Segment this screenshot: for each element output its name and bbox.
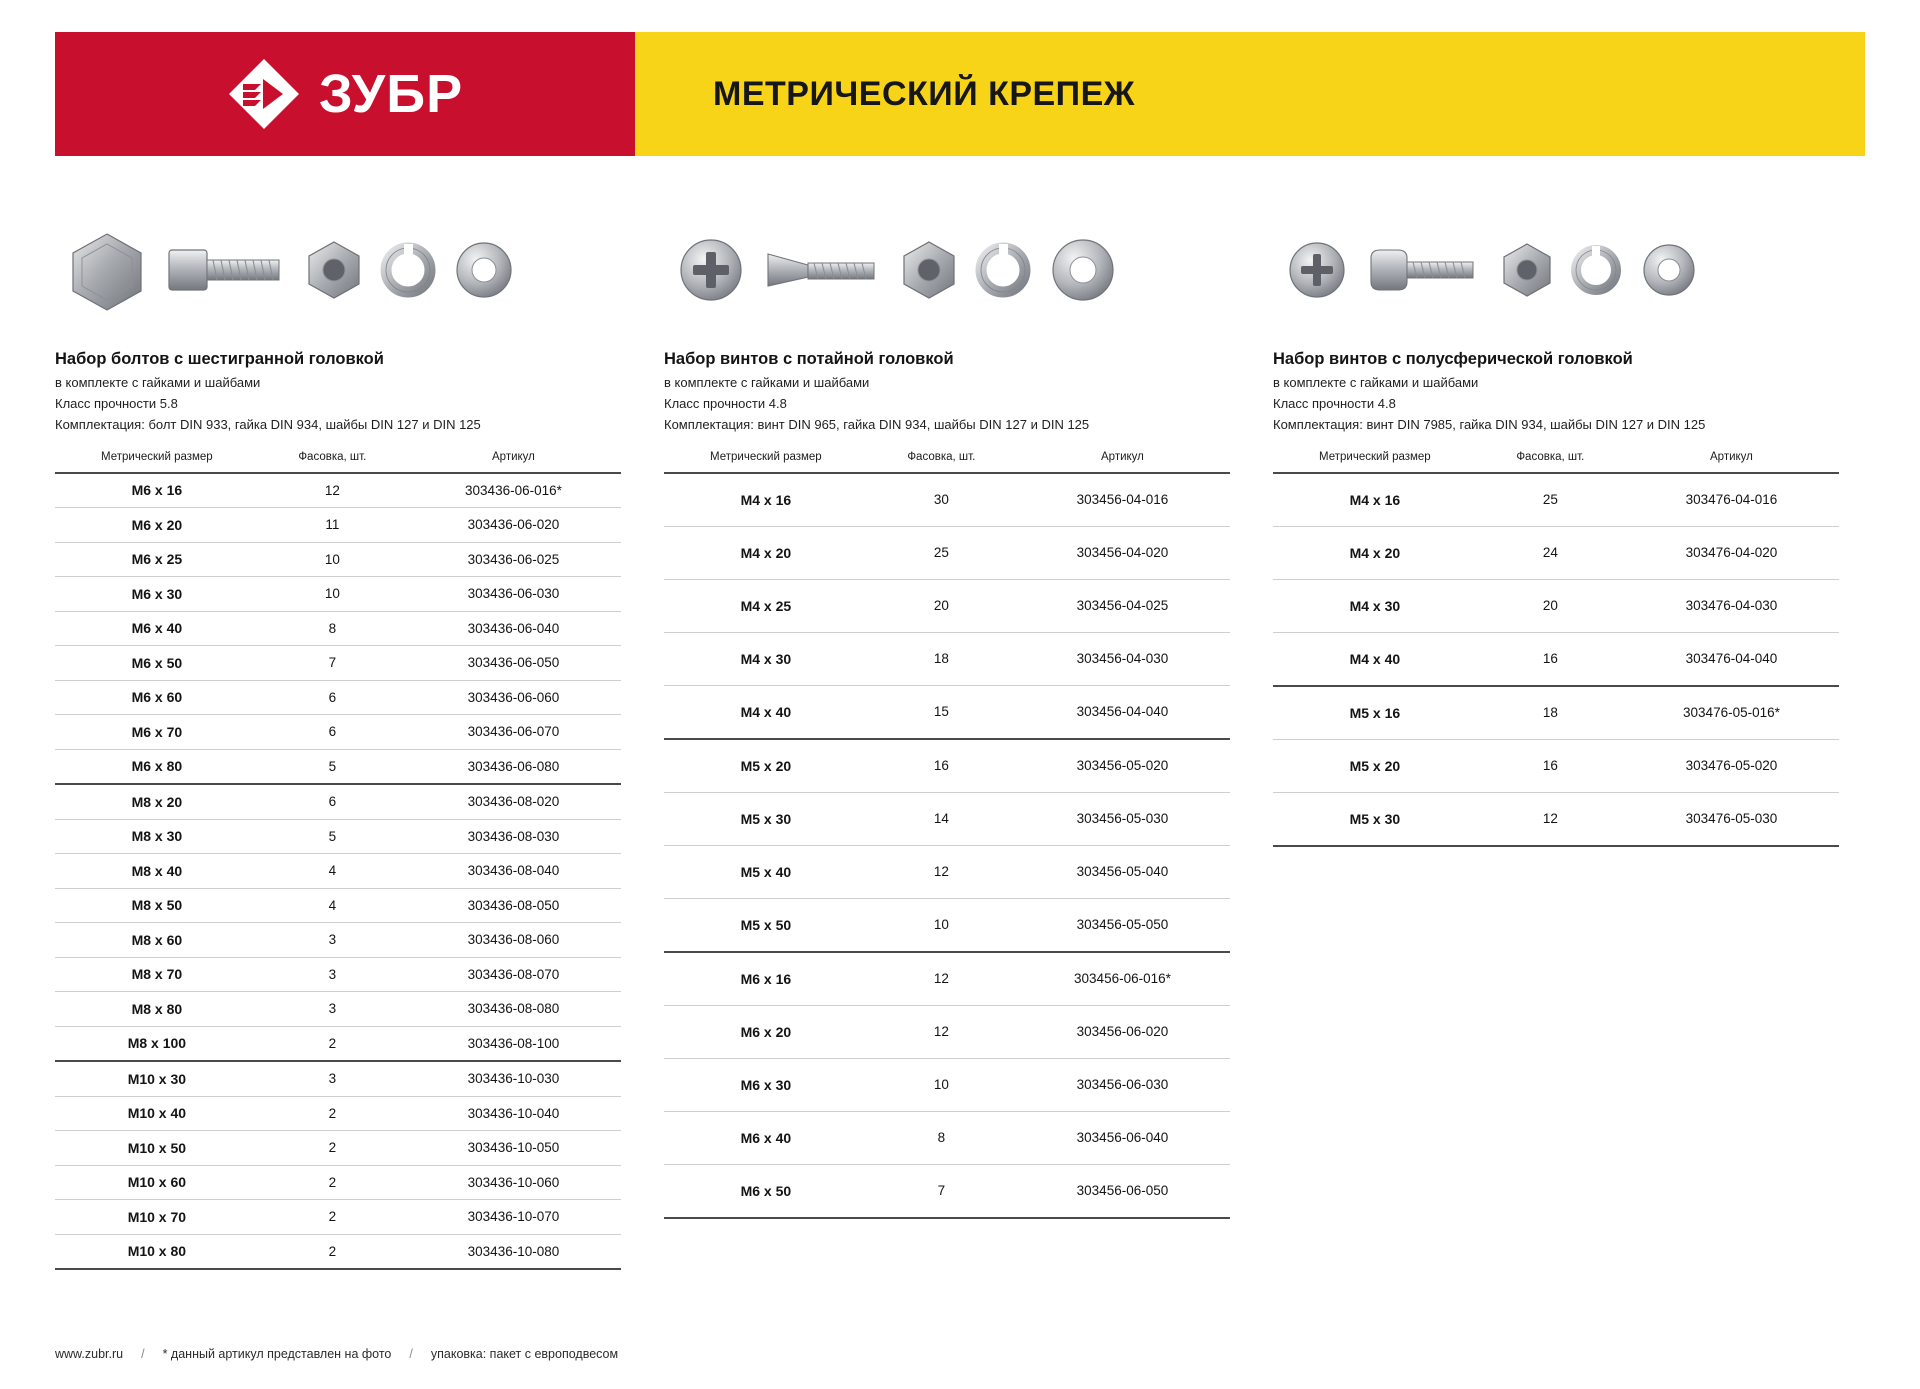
cell-article: 303456-05-050 bbox=[1015, 898, 1230, 952]
product-table-countersunk-screws bbox=[664, 451, 1230, 1219]
cell-article: 303456-06-020 bbox=[1015, 1005, 1230, 1058]
cell-article: 303436-10-070 bbox=[406, 1200, 621, 1235]
cell-qty: 10 bbox=[259, 577, 406, 612]
cell-article: 303476-05-016* bbox=[1624, 686, 1839, 740]
hex-nut-icon bbox=[297, 220, 371, 316]
table-row bbox=[55, 1131, 621, 1166]
zubr-arrow-logo-icon bbox=[227, 57, 301, 131]
column-header-qty: Фасовка, шт. bbox=[868, 451, 1015, 473]
cell-article: 303436-08-030 bbox=[406, 819, 621, 854]
cell-qty: 15 bbox=[868, 685, 1015, 739]
page-title-block bbox=[635, 32, 1865, 156]
column-header-article: Артикул bbox=[406, 451, 621, 473]
table-row bbox=[1273, 632, 1839, 686]
cell-article: 303456-04-020 bbox=[1015, 526, 1230, 579]
cell-size: M4 x 16 bbox=[664, 473, 868, 527]
cell-size: M8 x 30 bbox=[55, 819, 259, 854]
cell-qty: 6 bbox=[259, 784, 406, 819]
cell-size: M8 x 80 bbox=[55, 992, 259, 1027]
table-row bbox=[664, 632, 1230, 685]
table-header-row bbox=[55, 451, 621, 473]
cell-article: 303456-04-040 bbox=[1015, 685, 1230, 739]
cell-size: M6 x 70 bbox=[55, 715, 259, 750]
product-column-countersunk-screws bbox=[664, 194, 1230, 1270]
cell-article: 303436-08-050 bbox=[406, 888, 621, 923]
cell-size: M10 x 60 bbox=[55, 1165, 259, 1200]
hardware-illustrations bbox=[55, 194, 621, 316]
cell-qty: 12 bbox=[868, 845, 1015, 898]
flat-washer-icon bbox=[1631, 220, 1707, 316]
footer-separator-2: / bbox=[409, 1347, 413, 1361]
cell-size: M6 x 20 bbox=[664, 1005, 868, 1058]
cell-qty: 2 bbox=[259, 1096, 406, 1131]
column-header-qty: Фасовка, шт. bbox=[259, 451, 406, 473]
table-row bbox=[55, 542, 621, 577]
table-row bbox=[664, 1058, 1230, 1111]
column-heading: Набор винтов с потайной головкой bbox=[664, 350, 954, 368]
cell-qty: 16 bbox=[1477, 632, 1624, 686]
table-row bbox=[55, 680, 621, 715]
cell-size: M4 x 30 bbox=[1273, 579, 1477, 632]
column-subline-3: Комплектация: винт DIN 7985, гайка DIN 934, шайбы DIN 127 и DIN 125 bbox=[1273, 416, 1706, 432]
cell-qty: 6 bbox=[259, 680, 406, 715]
table-row bbox=[664, 1005, 1230, 1058]
pan-head-screw-head-icon bbox=[1277, 220, 1357, 316]
table-row bbox=[664, 845, 1230, 898]
cell-article: 303436-08-040 bbox=[406, 854, 621, 889]
column-header-size: Метрический размер bbox=[1273, 451, 1477, 473]
cell-article: 303436-10-060 bbox=[406, 1165, 621, 1200]
spring-washer-icon bbox=[972, 220, 1034, 316]
hardware-illustrations bbox=[1273, 194, 1839, 316]
column-header-size: Метрический размер bbox=[664, 451, 868, 473]
cell-size: M6 x 50 bbox=[55, 646, 259, 681]
column-subline-2: Класс прочности 5.8 bbox=[55, 395, 178, 411]
table-row bbox=[1273, 526, 1839, 579]
cell-article: 303436-08-070 bbox=[406, 957, 621, 992]
cell-size: M8 x 40 bbox=[55, 854, 259, 889]
cell-size: M4 x 16 bbox=[1273, 473, 1477, 527]
website-link[interactable]: www.zubr.ru bbox=[55, 1347, 124, 1361]
cell-article: 303456-06-040 bbox=[1015, 1111, 1230, 1164]
page-footer bbox=[55, 1347, 618, 1361]
column-header-size: Метрический размер bbox=[55, 451, 259, 473]
column-subline-2: Класс прочности 4.8 bbox=[1273, 395, 1396, 411]
cell-article: 303436-06-060 bbox=[406, 680, 621, 715]
footer-separator-1: / bbox=[141, 1347, 145, 1361]
table-row bbox=[55, 784, 621, 819]
cell-qty: 8 bbox=[868, 1111, 1015, 1164]
cell-size: M4 x 25 bbox=[664, 579, 868, 632]
cell-article: 303436-08-020 bbox=[406, 784, 621, 819]
hex-bolt-icon bbox=[59, 220, 155, 316]
column-heading: Набор болтов с шестигранной головкой bbox=[55, 350, 384, 368]
cell-size: M4 x 40 bbox=[1273, 632, 1477, 686]
cell-size: M6 x 30 bbox=[55, 577, 259, 612]
cell-size: M6 x 60 bbox=[55, 680, 259, 715]
product-column-pan-head-screws bbox=[1273, 194, 1839, 1270]
column-subline-1: в комплекте с гайками и шайбами bbox=[55, 375, 261, 390]
cell-article: 303436-08-100 bbox=[406, 1026, 621, 1061]
cell-article: 303476-04-030 bbox=[1624, 579, 1839, 632]
cell-qty: 2 bbox=[259, 1131, 406, 1166]
cell-qty: 3 bbox=[259, 923, 406, 958]
table-row bbox=[55, 1165, 621, 1200]
cell-article: 303436-10-080 bbox=[406, 1234, 621, 1269]
cell-size: M5 x 16 bbox=[1273, 686, 1477, 740]
column-heading: Набор винтов с полусферической головкой bbox=[1273, 350, 1633, 368]
cell-qty: 12 bbox=[868, 1005, 1015, 1058]
page-header bbox=[55, 32, 1865, 156]
cell-size: M5 x 20 bbox=[664, 739, 868, 793]
cell-size: M10 x 80 bbox=[55, 1234, 259, 1269]
cell-qty: 4 bbox=[259, 888, 406, 923]
cell-qty: 5 bbox=[259, 819, 406, 854]
cell-qty: 12 bbox=[259, 473, 406, 508]
table-row bbox=[55, 473, 621, 508]
cell-qty: 18 bbox=[868, 632, 1015, 685]
cell-article: 303476-05-020 bbox=[1624, 739, 1839, 792]
cell-qty: 11 bbox=[259, 508, 406, 543]
cell-article: 303436-10-040 bbox=[406, 1096, 621, 1131]
cell-article: 303436-06-050 bbox=[406, 646, 621, 681]
cell-size: M8 x 100 bbox=[55, 1026, 259, 1061]
cell-article: 303456-04-025 bbox=[1015, 579, 1230, 632]
table-row bbox=[55, 923, 621, 958]
table-row bbox=[664, 739, 1230, 793]
table-row bbox=[55, 646, 621, 681]
product-table-pan-head-screws bbox=[1273, 451, 1839, 847]
table-row bbox=[664, 526, 1230, 579]
cell-size: M10 x 50 bbox=[55, 1131, 259, 1166]
table-row bbox=[55, 611, 621, 646]
cell-size: M8 x 60 bbox=[55, 923, 259, 958]
cell-article: 303436-06-020 bbox=[406, 508, 621, 543]
cell-qty: 3 bbox=[259, 957, 406, 992]
cell-qty: 5 bbox=[259, 749, 406, 784]
cell-qty: 20 bbox=[868, 579, 1015, 632]
product-column-hex-bolts bbox=[55, 194, 621, 1270]
table-header-row bbox=[664, 451, 1230, 473]
table-row bbox=[1273, 739, 1839, 792]
cell-article: 303456-05-020 bbox=[1015, 739, 1230, 793]
column-subline-3: Комплектация: винт DIN 965, гайка DIN 934, шайбы DIN 127 и DIN 125 bbox=[664, 416, 1090, 432]
cell-qty: 20 bbox=[1477, 579, 1624, 632]
product-columns bbox=[55, 194, 1865, 1270]
table-row bbox=[55, 577, 621, 612]
table-body bbox=[55, 473, 621, 1270]
flat-washer-icon bbox=[1040, 220, 1126, 316]
table-row bbox=[1273, 579, 1839, 632]
cell-size: M8 x 20 bbox=[55, 784, 259, 819]
cell-qty: 3 bbox=[259, 1061, 406, 1096]
table-row bbox=[664, 579, 1230, 632]
cell-size: M8 x 70 bbox=[55, 957, 259, 992]
cell-size: M6 x 16 bbox=[55, 473, 259, 508]
cell-qty: 25 bbox=[1477, 473, 1624, 527]
cell-article: 303456-06-016* bbox=[1015, 952, 1230, 1006]
cell-size: M6 x 40 bbox=[55, 611, 259, 646]
product-table-hex-bolts bbox=[55, 451, 621, 1271]
column-header-article: Артикул bbox=[1624, 451, 1839, 473]
table-row bbox=[55, 888, 621, 923]
cell-article: 303436-06-025 bbox=[406, 542, 621, 577]
catalog-page bbox=[0, 32, 1920, 1389]
table-row bbox=[1273, 792, 1839, 846]
table-row bbox=[664, 1164, 1230, 1218]
cell-qty: 10 bbox=[868, 898, 1015, 952]
cell-size: M6 x 80 bbox=[55, 749, 259, 784]
cell-qty: 10 bbox=[259, 542, 406, 577]
column-subline-3: Комплектация: болт DIN 933, гайка DIN 934, шайбы DIN 127 и DIN 125 bbox=[55, 416, 481, 432]
hex-bolt-side-icon bbox=[161, 220, 291, 316]
cell-size: M6 x 16 bbox=[664, 952, 868, 1006]
footer-note-photo: * данный артикул представлен на фото bbox=[162, 1347, 392, 1361]
column-subline-1: в комплекте с гайками и шайбами bbox=[1273, 375, 1479, 390]
cell-article: 303456-06-050 bbox=[1015, 1164, 1230, 1218]
cell-size: M6 x 20 bbox=[55, 508, 259, 543]
cell-size: M4 x 40 bbox=[664, 685, 868, 739]
table-row bbox=[664, 898, 1230, 952]
cell-article: 303436-06-080 bbox=[406, 749, 621, 784]
cell-article: 303436-06-040 bbox=[406, 611, 621, 646]
spring-washer-icon bbox=[377, 220, 439, 316]
cell-article: 303436-08-080 bbox=[406, 992, 621, 1027]
table-row bbox=[664, 685, 1230, 739]
cell-size: M4 x 20 bbox=[1273, 526, 1477, 579]
cell-size: M6 x 50 bbox=[664, 1164, 868, 1218]
cell-size: M10 x 30 bbox=[55, 1061, 259, 1096]
cell-qty: 8 bbox=[259, 611, 406, 646]
cell-qty: 2 bbox=[259, 1234, 406, 1269]
column-subline-2: Класс прочности 4.8 bbox=[664, 395, 787, 411]
cell-article: 303476-04-016 bbox=[1624, 473, 1839, 527]
cell-qty: 7 bbox=[868, 1164, 1015, 1218]
cell-qty: 2 bbox=[259, 1200, 406, 1235]
cell-size: M5 x 40 bbox=[664, 845, 868, 898]
table-row bbox=[55, 1234, 621, 1269]
cell-article: 303456-06-030 bbox=[1015, 1058, 1230, 1111]
cell-size: M4 x 20 bbox=[664, 526, 868, 579]
cell-size: M10 x 40 bbox=[55, 1096, 259, 1131]
cell-qty: 16 bbox=[868, 739, 1015, 793]
table-row bbox=[55, 1026, 621, 1061]
table-row bbox=[55, 992, 621, 1027]
column-header-article: Артикул bbox=[1015, 451, 1230, 473]
cell-qty: 7 bbox=[259, 646, 406, 681]
cell-qty: 3 bbox=[259, 992, 406, 1027]
flat-washer-icon bbox=[445, 220, 523, 316]
cell-article: 303456-05-030 bbox=[1015, 792, 1230, 845]
cell-qty: 14 bbox=[868, 792, 1015, 845]
pan-head-screw-side-icon bbox=[1363, 220, 1487, 316]
cell-qty: 18 bbox=[1477, 686, 1624, 740]
table-row bbox=[1273, 473, 1839, 527]
table-row bbox=[664, 792, 1230, 845]
cell-size: M5 x 50 bbox=[664, 898, 868, 952]
cell-size: M5 x 30 bbox=[1273, 792, 1477, 846]
table-row bbox=[664, 473, 1230, 527]
hardware-illustrations bbox=[664, 194, 1230, 316]
cell-article: 303436-10-030 bbox=[406, 1061, 621, 1096]
page-title: МЕТРИЧЕСКИЙ КРЕПЕЖ bbox=[713, 74, 1136, 113]
cell-article: 303436-06-070 bbox=[406, 715, 621, 750]
cell-qty: 2 bbox=[259, 1165, 406, 1200]
cell-qty: 6 bbox=[259, 715, 406, 750]
cell-qty: 24 bbox=[1477, 526, 1624, 579]
cell-qty: 4 bbox=[259, 854, 406, 889]
table-row bbox=[55, 1096, 621, 1131]
cell-qty: 2 bbox=[259, 1026, 406, 1061]
cell-size: M5 x 20 bbox=[1273, 739, 1477, 792]
cell-qty: 10 bbox=[868, 1058, 1015, 1111]
table-row bbox=[55, 508, 621, 543]
column-header-qty: Фасовка, шт. bbox=[1477, 451, 1624, 473]
table-body bbox=[1273, 473, 1839, 846]
table-header-row bbox=[1273, 451, 1839, 473]
hex-nut-icon bbox=[892, 220, 966, 316]
cell-qty: 16 bbox=[1477, 739, 1624, 792]
cell-article: 303456-05-040 bbox=[1015, 845, 1230, 898]
countersunk-screw-side-icon bbox=[760, 220, 886, 316]
table-row bbox=[55, 819, 621, 854]
table-row bbox=[55, 1200, 621, 1235]
table-row bbox=[664, 1111, 1230, 1164]
brand-name: ЗУБР bbox=[318, 64, 464, 124]
countersunk-screw-head-icon bbox=[668, 220, 754, 316]
table-row bbox=[55, 1061, 621, 1096]
cell-qty: 30 bbox=[868, 473, 1015, 527]
table-row bbox=[664, 952, 1230, 1006]
cell-qty: 12 bbox=[868, 952, 1015, 1006]
cell-size: M5 x 30 bbox=[664, 792, 868, 845]
cell-article: 303476-05-030 bbox=[1624, 792, 1839, 846]
cell-size: M4 x 30 bbox=[664, 632, 868, 685]
cell-article: 303456-04-030 bbox=[1015, 632, 1230, 685]
cell-size: M6 x 40 bbox=[664, 1111, 868, 1164]
brand-logo-block bbox=[55, 32, 635, 156]
table-row bbox=[55, 749, 621, 784]
cell-qty: 12 bbox=[1477, 792, 1624, 846]
cell-article: 303436-06-016* bbox=[406, 473, 621, 508]
table-row bbox=[55, 957, 621, 992]
cell-size: M8 x 50 bbox=[55, 888, 259, 923]
cell-size: M6 x 25 bbox=[55, 542, 259, 577]
table-row bbox=[55, 854, 621, 889]
footer-note-packaging: упаковка: пакет с европодвесом bbox=[430, 1347, 619, 1361]
cell-article: 303436-08-060 bbox=[406, 923, 621, 958]
cell-article: 303476-04-040 bbox=[1624, 632, 1839, 686]
cell-size: M10 x 70 bbox=[55, 1200, 259, 1235]
cell-article: 303436-10-050 bbox=[406, 1131, 621, 1166]
cell-qty: 25 bbox=[868, 526, 1015, 579]
cell-size: M6 x 30 bbox=[664, 1058, 868, 1111]
cell-article: 303476-04-020 bbox=[1624, 526, 1839, 579]
spring-washer-icon bbox=[1567, 220, 1625, 316]
hex-nut-icon bbox=[1493, 220, 1561, 316]
table-body bbox=[664, 473, 1230, 1218]
column-subline-1: в комплекте с гайками и шайбами bbox=[664, 375, 870, 390]
table-row bbox=[1273, 686, 1839, 740]
cell-article: 303436-06-030 bbox=[406, 577, 621, 612]
table-row bbox=[55, 715, 621, 750]
cell-article: 303456-04-016 bbox=[1015, 473, 1230, 527]
